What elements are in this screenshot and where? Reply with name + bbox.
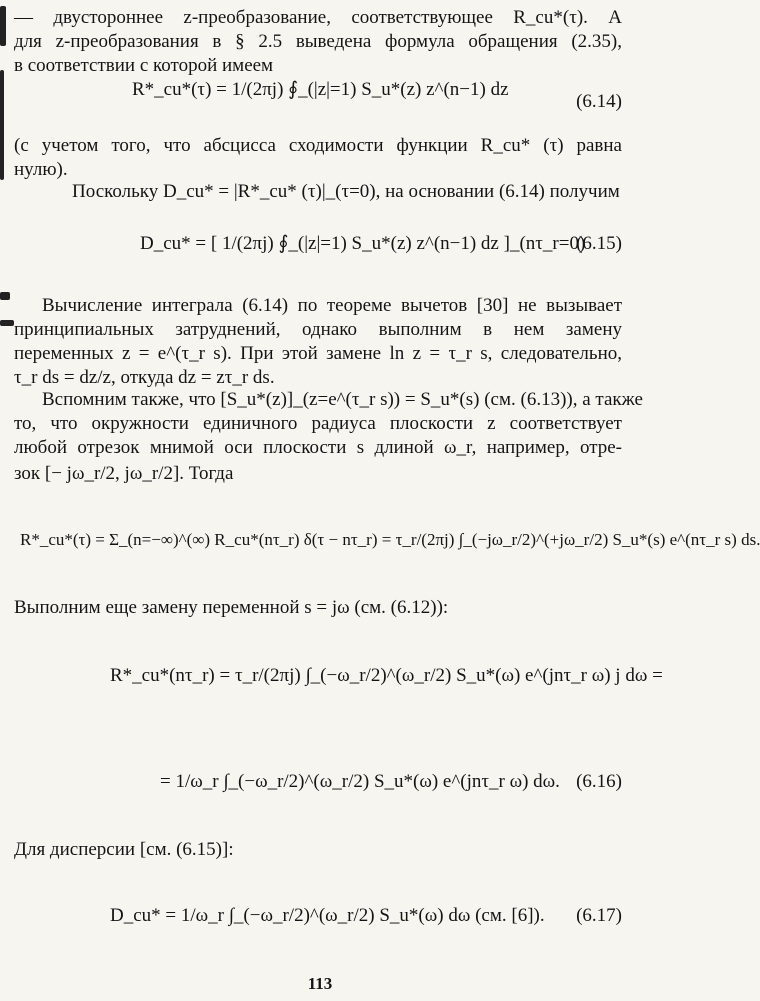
equation-6-17: D_cu* = 1/ω_r ∫_(−ω_r/2)^(ω_r/2) S_u*(ω) dω (см. [6]). (110, 905, 545, 926)
margin-mark (0, 292, 10, 300)
text-line: Вычисление интеграла (6.14) по теореме вычетов [30] не вызывает (42, 295, 622, 316)
equation-6-15: D_cu* = [ 1/(2πj) ∮_(|z|=1) S_u*(z) z^(n−1) dz ]_(nτ_r=0) (140, 233, 586, 254)
text-line: (с учетом того, что абсцисса сходимости функции R_cu* (τ) равна (14, 135, 622, 156)
text-line: Поскольку D_cu* = |R*_cu* (τ)|_(τ=0), на основании (6.14) получим (72, 181, 620, 202)
text-line: Выполним еще замену переменной s = jω (см. (6.12)): (14, 597, 449, 618)
text-line: в соответствии с которой имеем (14, 55, 274, 76)
text-line: любой отрезок мнимой оси плоскости s длиной ω_r, например, отре- (14, 437, 622, 458)
text-line: то, что окружности единичного радиуса плоскости z соответствует (14, 413, 622, 434)
equation-6-14: R*_cu*(τ) = 1/(2πj) ∮_(|z|=1) S_u*(z) z^(n−1) dz (132, 79, 509, 100)
equation-label: (6.17) (576, 905, 622, 926)
equation-6-16-second: = 1/ω_r ∫_(−ω_r/2)^(ω_r/2) S_u*(ω) e^(jnτ_r ω) dω. (160, 771, 560, 792)
text-line: переменных z = e^(τ_r s). При этой замене ln z = τ_r s, следовательно, (14, 343, 622, 364)
text-line: — двустороннее z-преобразование, соответствующее R_cu*(τ). А (14, 7, 622, 28)
margin-mark (0, 320, 14, 326)
margin-mark (0, 70, 4, 180)
equation-label: (6.14) (576, 91, 622, 112)
equation-sum: R*_cu*(τ) = Σ_(n=−∞)^(∞) R_cu*(nτ_r) δ(τ − nτ_r) = τ_r/(2πj) ∫_(−jω_r/2)^(+jω_r/2) S_u*(s) e^(nτ_r s) ds. (20, 530, 760, 549)
text-line: зок [− jω_r/2, jω_r/2]. Тогда (14, 463, 234, 484)
text-line: для z-преобразования в § 2.5 выведена формула обращения (2.35), (14, 31, 622, 52)
text-line: Вспомним также, что [S_u*(z)]_(z=e^(τ_r s)) = S_u*(s) (см. (6.13)), а также (42, 389, 643, 410)
page-number: 113 (307, 974, 333, 993)
equation-6-16-first: R*_cu*(nτ_r) = τ_r/(2πj) ∫_(−ω_r/2)^(ω_r/2) S_u*(ω) e^(jnτ_r ω) j dω = (110, 665, 663, 686)
text-line: Для дисперсии [см. (6.15)]: (14, 839, 234, 860)
text-line: τ_r ds = dz/z, откуда dz = zτ_r ds. (14, 367, 275, 388)
text-line: принципиальных затруднений, однако выполним в нем замену (14, 319, 622, 340)
equation-label: (6.15) (576, 233, 622, 254)
margin-mark (0, 6, 6, 46)
text-line: нулю). (14, 159, 68, 180)
equation-label: (6.16) (576, 771, 622, 792)
